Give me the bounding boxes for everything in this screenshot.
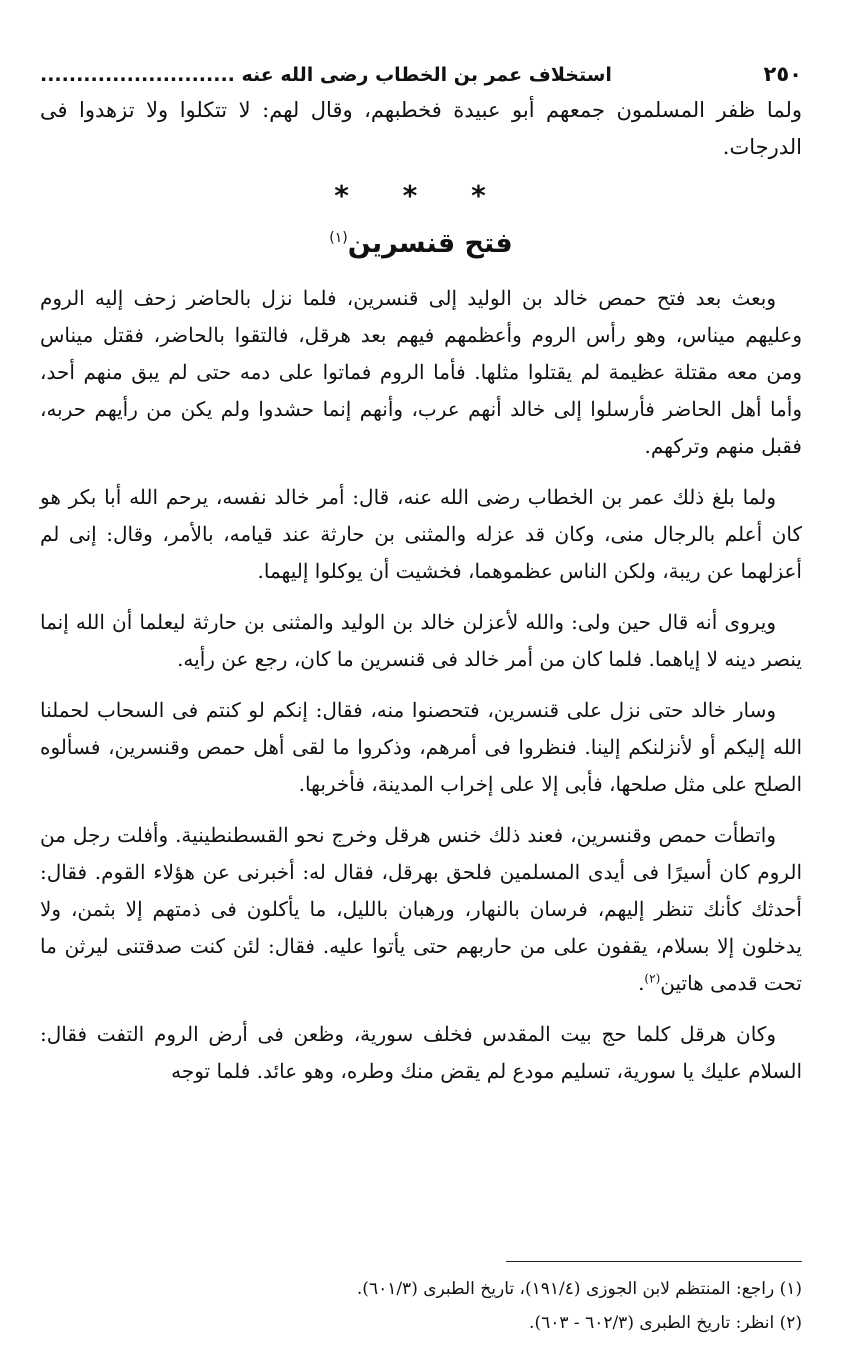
body-paragraph: ويروى أنه قال حين ولى: والله لأعزلن خالد بن الوليد والمثنى بن حارثة ليعلما أن الله إنما ينصر دينه لا إياهما. فلما كان من أمر خالد فى قنسرين ما كان، رجع عن رأيه.	[40, 610, 802, 671]
section-divider: * * *	[334, 179, 508, 212]
intro-paragraph: ولما ظفر المسلمون جمعهم أبو عبيدة فخطبهم، وقال لهم: لا تتكلوا ولا تزهدوا فى الدرجات.	[40, 98, 802, 159]
page-number: ٢٥٠	[763, 62, 802, 86]
section-title-text: فتح قنسرين	[347, 228, 513, 259]
body-paragraph-with-note	[40, 817, 802, 1002]
body-paragraph-text: واتطأت حمص وقنسرين، فعند ذلك خنس هرقل وخرج نحو القسطنطينية. وأفلت رجل من الروم كان أسيرًا فى أيدى المسلمين فلحق بهرقل، فقال له: أخبرنى عن هؤلاء القوم. فقال: أحدثك كأنك تنظر إليهم، فرسان بالنهار، ورهبان بالليل، ما يأكلون فى ذمتهم إلا بثمن، ولا يدخلون إلا بسلام، يقفون على من حاربهم حتى يأتوا عليه. فقال: لئن كنت صدقتنى ليرثن ما تحت قدمى هاتين	[40, 823, 802, 995]
footnote: (١) راجع: المنتظم لابن الجوزى (١٩١/٤)، تاريخ الطبرى (٦٠١/٣).	[356, 1279, 802, 1299]
running-title-text: استخلاف عمر بن الخطاب رضى الله عنه	[241, 64, 612, 86]
running-header	[40, 56, 802, 92]
section-title	[40, 216, 802, 266]
footnote-rule	[506, 1261, 802, 1262]
section-footnote-ref: (١)	[329, 230, 348, 246]
body-paragraph: ولما بلغ ذلك عمر بن الخطاب رضى الله عنه، قال: أمر خالد نفسه، يرحم الله أبا بكر هو كان أعلم بالرجال منى، وكان قد عزله والمثنى بن حارثة عند قيامه، بالأمر، وقال: إنى لم أعزلهما عن ريبة، ولكن الناس عظموهما، فخشيت أن يوكلوا إليهما.	[40, 485, 802, 583]
body-paragraph: وبعث بعد فتح حمص خالد بن الوليد إلى قنسرين، فلما نزل بالحاضر زحف إليه الروم وعليهم ميناس، وهو رأس الروم وأعظمهم فيهم بعد هرقل، فالتقوا بالحاضر، فقتل ميناس ومن معه مقتلة عظيمة لم يقتلوا مثلها. فأما الروم فماتوا على دمه حتى لم يبق منهم أحد، وأما أهل الحاضر فأرسلوا إلى خالد أنهم عرب، وأنهم إنما حشدوا ولم يكن من رأيهم حربه، فقبل منهم وتركهم.	[40, 286, 802, 458]
footnote: (٢) انظر: تاريخ الطبرى (٦٠٢/٣ - ٦٠٣).	[529, 1313, 802, 1333]
body-paragraph: وسار خالد حتى نزل على قنسرين، فتحصنوا منه، فقال: إنكم لو كنتم فى السحاب لحملنا الله إليكم أو لأنزلنكم إلينا. فنظروا فى أمرهم، وذكروا ما لقى أهل حمص وقنسرين، فسألوه الصلح على مثل صلحها، فأبى إلا على إخراب المدينة، فأخربها.	[40, 698, 802, 796]
footnotes	[42, 1272, 802, 1340]
footnote-ref: (٢)	[644, 971, 661, 986]
running-title	[40, 57, 612, 93]
paragraph-end-punct: .	[638, 971, 645, 995]
body-paragraph: وكان هرقل كلما حج بيت المقدس فخلف سورية، وظعن فى أرض الروم التفت فقال: السلام عليك يا سورية، تسليم مودع لم يقض منك وطره، وهو عائد. فلما توجه	[40, 1022, 802, 1083]
leader-dots: ...........................	[40, 64, 235, 86]
